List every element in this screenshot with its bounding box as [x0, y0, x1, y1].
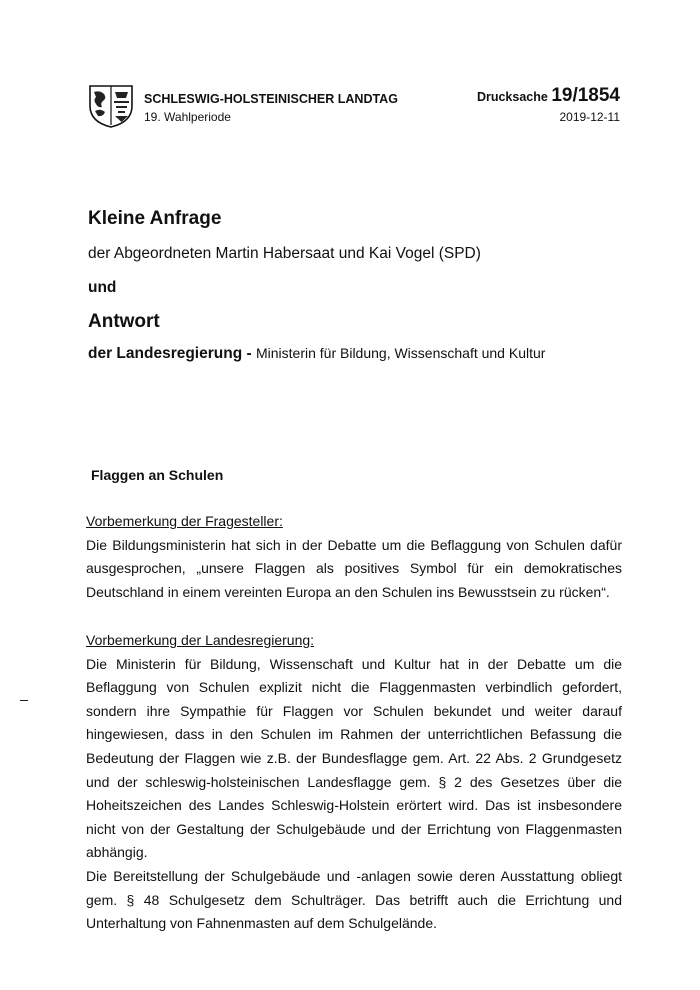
heading-kleine-anfrage: Kleine Anfrage: [88, 208, 222, 229]
section-text: Die Bereitstellung der Schulgebäude und -anlagen sowie deren Ausstattung obliegt gem. § 48 Schulgesetz dem Schulträger. Das betrifft auch die Errichtung und Unterhaltung von Fahnenmasten auf dem Schulgelände.: [86, 867, 622, 932]
und-line: und: [88, 279, 117, 296]
government-line: [88, 345, 545, 363]
document-number-label: Drucksache: [476, 90, 548, 104]
section-government-preface: [86, 629, 622, 936]
heading-antwort: Antwort: [88, 311, 160, 332]
document-number-value: 19/1854: [551, 85, 620, 106]
ministry-name: Ministerin für Bildung, Wissenschaft und Kultur: [255, 345, 546, 361]
section-text: Die Ministerin für Bildung, Wissenschaft und Kultur hat in der Debatte um die Beflaggung von Schulen explizit nicht die Flaggenmasten verbindlich gefordert, sondern ihre Sympathie für Flaggen vor Schulen bekundet und weiter darauf hingewiesen, dass in den Schulen im Rahmen der unterrichtlichen Befassung die Bedeutung der Flaggen wie z.B. der Bundesflagge gem. Art. 22 Abs. 2 Grundgesetz und der schleswig-holsteinischen Landesflagge gem. § 2 des Gesetzes über die Hoheitszeichen des Landes Schleswig-Holstein erörtert wird. Das ist insbesondere nicht von der Gestaltung der Schulgebäude und der Errichtung von Flaggenmasten abhängig.: [86, 655, 622, 861]
subject-title: Flaggen an Schulen: [91, 467, 224, 483]
section-questioners-preface: [86, 510, 622, 604]
margin-mark: [20, 700, 28, 701]
section-label: Vorbemerkung der Fragesteller:: [86, 513, 283, 529]
section-text: Die Bildungsministerin hat sich in der Debatte um die Beflaggung von Schulen dafür ausgesprochen, „unsere Flaggen als positives Symbol für ein demokratisches Deutschland in einem vereinten Europa an den Schulen ins Bewusstsein zu rücken“.: [86, 536, 622, 600]
document-number: [477, 85, 620, 107]
parliament-name: SCHLESWIG-HOLSTEINISCHER LANDTAG: [144, 92, 398, 106]
authors-line: der Abgeordneten Martin Habersaat und Kai Vogel (SPD): [88, 245, 481, 262]
section-label: Vorbemerkung der Landesregierung:: [86, 632, 315, 648]
coat-of-arms-icon: [88, 84, 134, 128]
election-period: 19. Wahlperiode: [144, 110, 231, 124]
government-label: der Landesregierung -: [88, 345, 252, 362]
document-date: 2019-12-11: [559, 110, 620, 124]
